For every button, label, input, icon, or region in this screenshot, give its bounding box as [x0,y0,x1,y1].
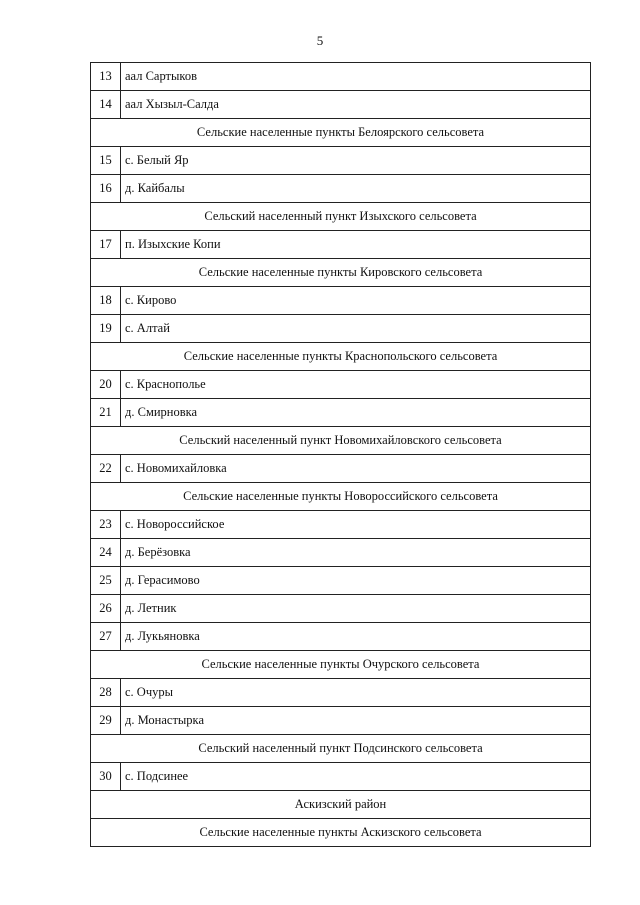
settlement-name: п. Изыхские Копи [121,231,591,259]
settlement-name: д. Смирновка [121,399,591,427]
row-number: 29 [91,707,121,735]
row-number: 24 [91,539,121,567]
row-number: 25 [91,567,121,595]
table-row [91,315,591,343]
row-number: 18 [91,287,121,315]
table-row [91,455,591,483]
section-title: Сельские населенные пункты Новороссийского сельсовета [91,483,591,511]
row-number: 21 [91,399,121,427]
settlement-name: д. Лукьяновка [121,623,591,651]
row-number: 20 [91,371,121,399]
section-header-row [91,343,591,371]
table-row [91,679,591,707]
section-title: Сельский населенный пункт Новомихайловского сельсовета [91,427,591,455]
section-header-row [91,119,591,147]
section-header-row [91,203,591,231]
row-number: 23 [91,511,121,539]
table-row [91,91,591,119]
table-row [91,175,591,203]
section-header-row [91,735,591,763]
section-header-row [91,819,591,847]
settlement-name: с. Кирово [121,287,591,315]
table-row [91,287,591,315]
settlements-table-body [91,63,591,847]
table-row [91,595,591,623]
table-row [91,539,591,567]
settlement-name: с. Алтай [121,315,591,343]
row-number: 19 [91,315,121,343]
table-row [91,231,591,259]
section-title: Сельский населенный пункт Изыхского сельсовета [91,203,591,231]
row-number: 28 [91,679,121,707]
row-number: 30 [91,763,121,791]
settlement-name: д. Кайбалы [121,175,591,203]
table-row [91,763,591,791]
section-title: Сельские населенные пункты Очурского сельсовета [91,651,591,679]
section-title: Аскизский район [91,791,591,819]
table-row [91,399,591,427]
settlement-name: с. Краснополье [121,371,591,399]
section-title: Сельские населенные пункты Аскизского сельсовета [91,819,591,847]
table-row [91,371,591,399]
settlement-name: с. Новомихайловка [121,455,591,483]
row-number: 26 [91,595,121,623]
settlement-name: д. Летник [121,595,591,623]
row-number: 15 [91,147,121,175]
settlement-name: с. Очуры [121,679,591,707]
section-header-row [91,651,591,679]
section-title: Сельский населенный пункт Подсинского сельсовета [91,735,591,763]
section-title: Сельские населенные пункты Кировского сельсовета [91,259,591,287]
table-row [91,567,591,595]
section-title: Сельские населенные пункты Белоярского сельсовета [91,119,591,147]
table-row [91,623,591,651]
settlement-name: с. Белый Яр [121,147,591,175]
settlements-table [90,62,591,847]
settlement-name: с. Подсинее [121,763,591,791]
section-header-row [91,259,591,287]
settlement-name: д. Берёзовка [121,539,591,567]
settlement-name: д. Герасимово [121,567,591,595]
row-number: 16 [91,175,121,203]
row-number: 14 [91,91,121,119]
settlement-name: аал Сартыков [121,63,591,91]
row-number: 17 [91,231,121,259]
row-number: 13 [91,63,121,91]
section-header-row [91,483,591,511]
page-number: 5 [316,33,324,48]
row-number: 27 [91,623,121,651]
table-row [91,511,591,539]
section-title: Сельские населенные пункты Краснопольского сельсовета [91,343,591,371]
settlement-name: аал Хызыл-Салда [121,91,591,119]
settlement-name: д. Монастырка [121,707,591,735]
section-header-row [91,427,591,455]
section-header-row [91,791,591,819]
settlement-name: с. Новороссийское [121,511,591,539]
table-row [91,707,591,735]
table-row [91,63,591,91]
row-number: 22 [91,455,121,483]
table-row [91,147,591,175]
